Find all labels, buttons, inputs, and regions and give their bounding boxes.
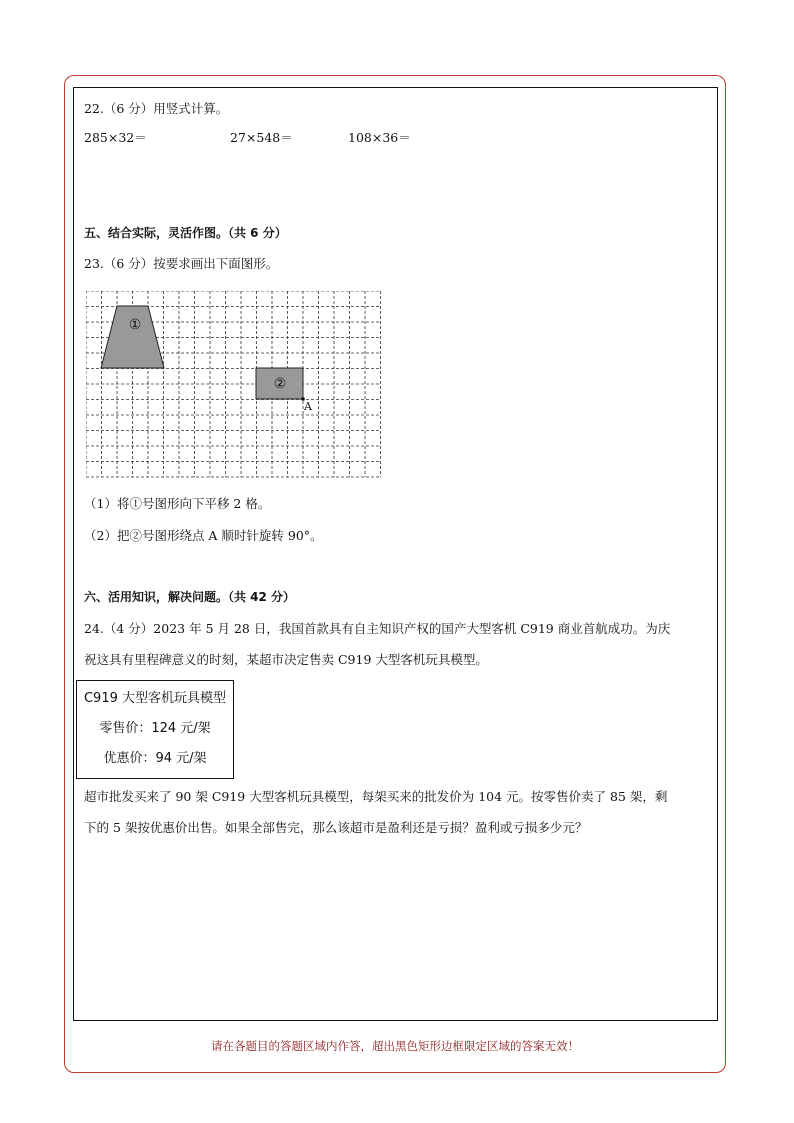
price-box-title: C919 大型客机玩具模型 bbox=[83, 691, 227, 706]
trapezoid-shape-1 bbox=[101, 306, 164, 368]
point-a-label: A bbox=[304, 400, 312, 413]
price-info-box bbox=[76, 680, 234, 779]
q22-title: 22.（6 分）用竖式计算。 bbox=[84, 101, 229, 116]
q22-expression-2: 27×548＝ bbox=[230, 130, 293, 145]
q23-grid-figure bbox=[86, 291, 382, 479]
section-6-title: 六、活用知识，解决问题。（共 42 分） bbox=[84, 590, 296, 604]
q23-title: 23.（6 分）按要求画出下面图形。 bbox=[84, 256, 279, 271]
q24-line-2: 祝这具有里程碑意义的时刻，某超市决定售卖 C919 大型客机玩具模型。 bbox=[84, 652, 488, 667]
q24-line-3: 超市批发买来了 90 架 C919 大型客机玩具模型，每架买来的批发价为 104 元。按零售价卖了 85 架，剩 bbox=[84, 789, 668, 804]
q23-task-1: （1）将①号图形向下平移 2 格。 bbox=[84, 496, 271, 511]
price-box-discount: 优惠价：94 元/架 bbox=[103, 751, 207, 766]
shape-2-label: ② bbox=[273, 376, 287, 392]
q24-line-1: 24.（4 分）2023 年 5 月 28 日，我国首款具有自主知识产权的国产大型客机 C919 商业首航成功。为庆 bbox=[84, 621, 671, 636]
price-box-retail: 零售价：124 元/架 bbox=[99, 721, 211, 736]
shape-1-label: ① bbox=[128, 317, 142, 333]
q22-expression-1: 285×32＝ bbox=[84, 130, 147, 145]
q22-expression-3: 108×36＝ bbox=[348, 130, 411, 145]
q23-task-2: （2）把②号图形绕点 A 顺时针旋转 90°。 bbox=[84, 528, 323, 543]
q24-line-4: 下的 5 架按优惠价出售。如果全部售完，那么该超市是盈利还是亏损？盈利或亏损多少元？ bbox=[84, 820, 588, 835]
section-5-title: 五、结合实际，灵活作图。（共 6 分） bbox=[84, 226, 287, 240]
footer-notice: 请在各题目的答题区域内作答，超出黑色矩形边框限定区域的答案无效！ bbox=[211, 1039, 579, 1053]
